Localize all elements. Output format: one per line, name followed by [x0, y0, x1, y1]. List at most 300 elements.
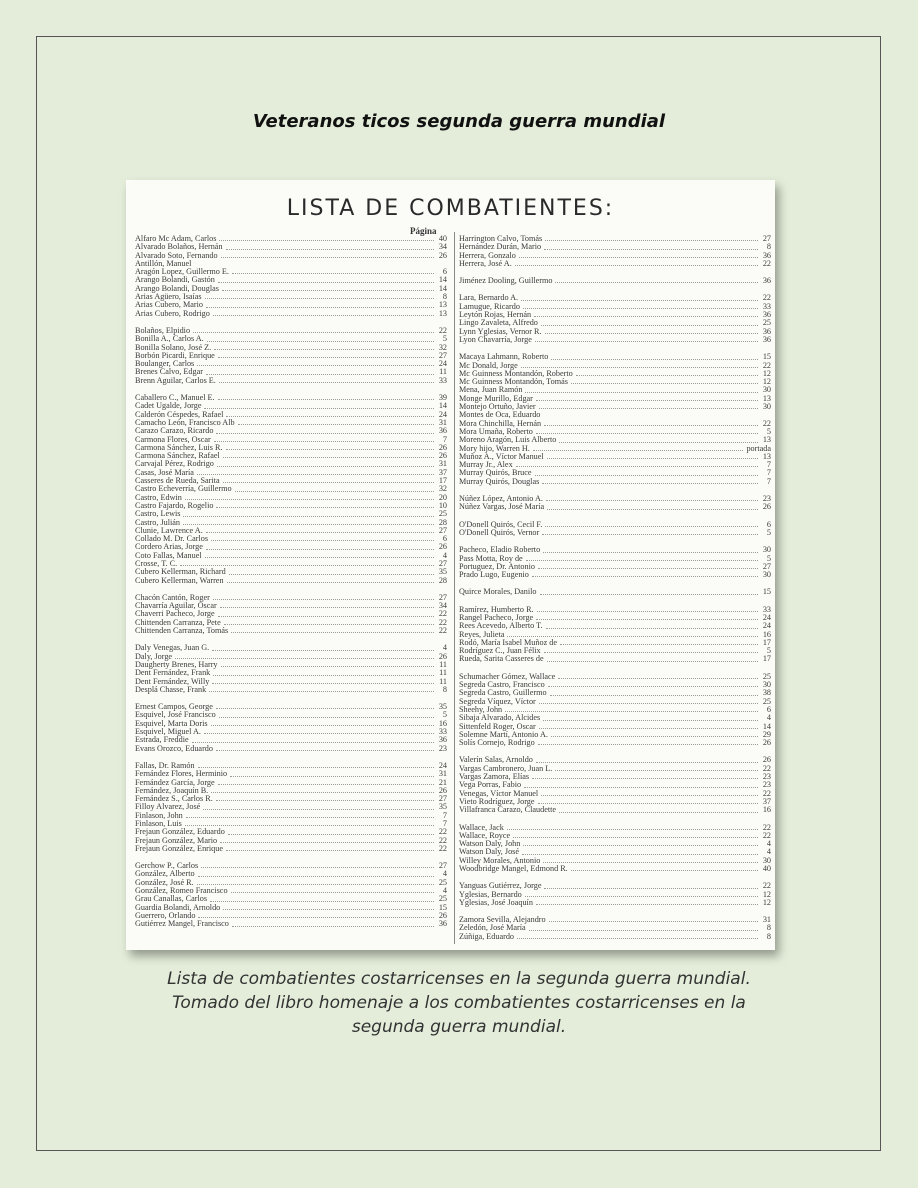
combatant-entry	[459, 328, 771, 336]
dot-leader	[206, 301, 434, 307]
combatant-name: Watson Daly, John	[459, 840, 521, 849]
combatant-entry	[135, 394, 447, 402]
dot-leader	[204, 728, 434, 734]
combatant-name: Castro Fajardo, Rogelio	[135, 501, 214, 510]
combatant-entry	[459, 461, 771, 469]
combatant-entry	[135, 787, 447, 795]
combatant-name: Yanguas Gutiérrez, Jorge	[459, 882, 542, 891]
combatant-name: Montes de Oca, Eduardo	[459, 411, 541, 420]
combatant-name: Cubero Kellerman, Richard	[135, 568, 226, 577]
dot-leader	[555, 765, 758, 771]
dot-leader	[217, 460, 434, 466]
dot-leader	[223, 904, 434, 910]
combatant-entry	[459, 714, 771, 722]
combatant-name: Reyes, Julieta	[459, 630, 505, 639]
combatant-entry	[135, 368, 447, 376]
dot-leader	[175, 653, 434, 659]
dot-leader	[206, 543, 434, 549]
page-number: 6	[766, 520, 771, 529]
combatant-name: Vargas Cambronero, Juan L.	[459, 764, 553, 773]
page-number: 34	[438, 602, 447, 611]
dot-leader	[536, 899, 758, 905]
combatant-entry	[459, 403, 771, 411]
combatant-name: Daugherty Brenes, Harry	[135, 660, 218, 669]
combatant-name: Cordero Arias, Jorge	[135, 543, 203, 552]
scanned-document	[126, 180, 775, 950]
page-number: 35	[438, 703, 447, 712]
dot-leader	[505, 706, 758, 712]
dot-leader	[571, 378, 758, 384]
dot-leader	[193, 327, 434, 333]
group-spacer	[135, 585, 447, 594]
dot-leader	[226, 411, 434, 417]
dot-leader	[218, 779, 434, 785]
combatant-name: Zamora Sevilla, Alejandro	[459, 916, 546, 925]
dot-leader	[540, 588, 758, 594]
dot-leader	[221, 661, 434, 667]
dot-leader	[213, 594, 434, 600]
group-spacer	[459, 907, 771, 916]
page-number: 13	[438, 309, 447, 318]
combatant-name: Daly Venegas, Juan G.	[135, 644, 210, 653]
combatant-name: González, Alberto	[135, 870, 195, 879]
dot-leader	[543, 714, 758, 720]
combatant-name: Harrington Calvo, Tomás	[459, 235, 543, 243]
combatant-entry	[459, 370, 771, 378]
page-number: 7	[442, 435, 447, 444]
dot-leader	[231, 887, 434, 893]
page-number: 33	[438, 728, 447, 737]
combatant-name: Herrera, José A.	[459, 259, 512, 268]
page-number: 8	[766, 243, 771, 252]
group-spacer	[135, 318, 447, 327]
dot-leader	[538, 563, 758, 569]
page-number: 25	[762, 697, 771, 706]
combatant-entry	[135, 779, 447, 787]
dot-leader	[542, 529, 758, 535]
dot-leader	[522, 848, 758, 854]
page-number: 22	[438, 326, 447, 335]
combatant-name: Segreda Castro, Guillermo	[459, 689, 547, 698]
dot-leader	[185, 494, 434, 500]
dot-leader	[546, 495, 758, 501]
page-number: 5	[442, 335, 447, 344]
dot-leader	[507, 631, 758, 637]
page-number: 14	[762, 722, 771, 731]
dot-leader	[197, 360, 434, 366]
dot-leader	[547, 655, 758, 661]
page-number: 30	[762, 403, 771, 412]
combatant-entry	[135, 711, 447, 719]
combatant-entry	[135, 535, 447, 543]
page-number: 7	[442, 811, 447, 820]
combatant-name: Arias Agüero, Isaías	[135, 293, 202, 302]
combatant-name: Carmona Sánchez, Rafael	[135, 452, 220, 461]
combatant-entry	[135, 862, 447, 870]
dot-leader	[507, 824, 758, 830]
page-number: 5	[766, 554, 771, 563]
page-number: 31	[762, 916, 771, 925]
combatant-name: Rodríguez C., Juan Félix	[459, 647, 541, 656]
combatant-name: Núñez López, Antonio A.	[459, 495, 543, 504]
dot-leader	[550, 689, 758, 695]
combatant-name: Yglesias, José Joaquín	[459, 898, 533, 907]
page-number: 31	[438, 418, 447, 427]
combatant-name: Vega Porras, Fabio	[459, 781, 522, 790]
group-spacer	[459, 815, 771, 824]
page-number: 22	[438, 618, 447, 627]
combatant-entry	[135, 419, 447, 427]
combatant-name: Zeledón, José María	[459, 924, 526, 933]
dot-leader	[544, 243, 758, 249]
page-heading: Veteranos ticos segunda guerra mundial	[252, 111, 666, 132]
dot-leader	[543, 546, 758, 552]
page-number: 4	[766, 840, 771, 849]
combatant-entry	[459, 395, 771, 403]
combatant-name: Alfaro Mc Adam, Carlos	[135, 235, 217, 243]
combatant-entry	[135, 552, 447, 560]
combatant-name: Dent Fernández, Willy	[135, 677, 210, 686]
page-number: 26	[438, 786, 447, 795]
dot-leader	[186, 812, 434, 818]
dot-leader	[207, 335, 434, 341]
combatant-name: Mc Guinness Montandón, Tomás	[459, 378, 568, 387]
combatant-name: Murray Jr., Alex	[459, 461, 513, 470]
page-number: 32	[438, 343, 447, 352]
page-number: 39	[438, 394, 447, 403]
combatant-entry	[459, 933, 771, 941]
page-number: 30	[762, 856, 771, 865]
combatant-name: Esquivel, Miguel A.	[135, 728, 201, 737]
page-number: 33	[762, 605, 771, 614]
combatant-entry	[135, 837, 447, 845]
combatant-name: Carvajal Pérez, Rodrigo	[135, 460, 214, 469]
combatant-name: Gutiérrez Mangel, Francisco	[135, 920, 229, 929]
combatant-name: Bonilla Solano, José Z.	[135, 343, 212, 352]
figure-caption	[0, 967, 918, 1039]
column-divider	[454, 232, 455, 944]
combatant-name: Leytón Rojas, Hernán	[459, 311, 532, 320]
page-number: 22	[762, 259, 771, 268]
page-number: 30	[762, 681, 771, 690]
page-number: 8	[442, 685, 447, 694]
dot-leader	[226, 444, 434, 450]
combatant-entry	[459, 453, 771, 461]
combatant-name: Chacón Cantón, Roger	[135, 593, 210, 602]
dot-leader	[536, 428, 758, 434]
page-number: 36	[762, 311, 771, 320]
page-number: 17	[762, 655, 771, 664]
page-number: 35	[438, 568, 447, 577]
combatant-name: Hernández Durán, Mario	[459, 243, 542, 252]
page-number	[761, 411, 771, 419]
page-number: 25	[762, 672, 771, 681]
page-number: 13	[762, 452, 771, 461]
combatant-entry	[135, 720, 447, 728]
dot-leader	[198, 870, 434, 876]
page-number: 37	[762, 797, 771, 806]
page-number: 26	[762, 739, 771, 748]
combatant-name: Monge Murillo, Edgar	[459, 394, 533, 403]
group-spacer	[459, 579, 771, 588]
combatant-name: González, Romeo Francisco	[135, 887, 228, 896]
page-number: 26	[438, 443, 447, 452]
page-number: 14	[438, 402, 447, 411]
page-number: 36	[762, 327, 771, 336]
page-number: 22	[762, 361, 771, 370]
dot-leader	[211, 720, 434, 726]
page-number: 22	[438, 828, 447, 837]
combatant-entry	[459, 478, 771, 486]
page-number: 23	[762, 773, 771, 782]
combatant-entry	[135, 460, 447, 468]
page-number: 11	[439, 669, 447, 678]
combatant-name: Filloy Alvarez, José	[135, 803, 201, 812]
page-number: 36	[438, 920, 447, 929]
combatant-entry	[135, 527, 447, 535]
combatant-entry	[135, 477, 447, 485]
combatant-entry	[459, 386, 771, 394]
dot-leader	[517, 933, 758, 939]
dot-leader	[534, 311, 758, 317]
page-number: 24	[438, 761, 447, 770]
combatant-entry	[459, 773, 771, 781]
combatant-entry	[459, 571, 771, 579]
dot-leader	[197, 469, 434, 475]
combatant-name: Carazo Carazo, Ricardo	[135, 427, 214, 436]
combatant-entry	[135, 560, 447, 568]
page-number: 4	[442, 870, 447, 879]
combatant-name: Yglesias, Bernardo	[459, 890, 522, 899]
group-spacer	[459, 268, 771, 277]
page-number: 14	[438, 284, 447, 293]
combatant-name: Alvarado Soto, Fernando	[135, 251, 218, 260]
combatant-entry	[459, 924, 771, 932]
combatant-entry	[459, 731, 771, 739]
dot-leader	[209, 686, 434, 692]
dot-leader	[524, 781, 758, 787]
page-number: 16	[762, 806, 771, 815]
dot-leader	[220, 602, 434, 608]
dot-leader	[541, 790, 758, 796]
dot-leader	[213, 669, 434, 675]
combatant-name: Vieto Rodríguez, Jorge	[459, 797, 535, 806]
combatant-entry	[459, 698, 771, 706]
combatant-entry	[459, 739, 771, 747]
page-number: 15	[762, 353, 771, 362]
page-number: 29	[762, 730, 771, 739]
combatant-entry	[135, 887, 447, 895]
combatant-entry	[459, 420, 771, 428]
combatant-entry	[135, 344, 447, 352]
combatant-entry	[459, 563, 771, 571]
combatant-entry	[459, 832, 771, 840]
page-number: 4	[442, 551, 447, 560]
page-number: 22	[762, 419, 771, 428]
combatant-entry	[459, 798, 771, 806]
combatant-entry	[459, 899, 771, 907]
dot-leader	[548, 681, 758, 687]
combatant-name: Cubero Kellerman, Warren	[135, 576, 224, 585]
page-number: 12	[762, 369, 771, 378]
combatant-entry	[135, 402, 447, 410]
dot-leader	[211, 535, 434, 541]
page-number: 33	[438, 376, 447, 385]
combatant-entry	[135, 728, 447, 736]
dot-leader	[203, 803, 434, 809]
group-spacer	[135, 694, 447, 703]
dot-leader	[183, 510, 434, 516]
combatant-entry	[135, 812, 447, 820]
page-number: 25	[438, 878, 447, 887]
combatant-name: Watson Daly, José	[459, 848, 519, 857]
page-number: 7	[766, 477, 771, 486]
combatant-entry	[135, 377, 447, 385]
dot-leader	[206, 368, 434, 374]
combatant-entry	[135, 360, 447, 368]
dot-leader	[216, 502, 434, 508]
page-number: 26	[438, 652, 447, 661]
combatant-entry	[459, 503, 771, 511]
combatant-entry	[459, 252, 771, 260]
dot-leader	[516, 461, 758, 467]
page-number: 12	[762, 890, 771, 899]
combatant-name: Fernández S., Carlos R.	[135, 795, 213, 804]
page-number	[437, 260, 447, 268]
page-number: 23	[762, 781, 771, 790]
combatant-entry	[459, 631, 771, 639]
combatant-name: Bolaños, Elpidio	[135, 326, 191, 335]
combatant-entry	[135, 895, 447, 903]
dot-leader	[525, 891, 758, 897]
combatant-entry	[135, 335, 447, 343]
group-spacer	[459, 344, 771, 353]
dot-leader	[238, 419, 434, 425]
combatant-name: Sibaja Alvarado, Alcides	[459, 714, 541, 723]
dot-leader	[559, 436, 758, 442]
combatant-entry	[459, 882, 771, 890]
dot-leader	[547, 503, 758, 509]
combatant-entry	[459, 411, 771, 419]
combatant-name: Mc Guinness Montandón, Roberto	[459, 369, 573, 378]
dot-leader	[539, 723, 758, 729]
combatant-name: Castro Echeverría, Guillermo	[135, 485, 232, 494]
page-number: 27	[438, 526, 447, 535]
combatant-name: Frejaun González, Mario	[135, 836, 218, 845]
combatant-name: Arango Bolandi, Douglas	[135, 284, 219, 293]
combatant-entry	[459, 436, 771, 444]
combatant-name: Lamugue, Ricardo	[459, 302, 520, 311]
combatant-name: Mena, Juan Ramón	[459, 386, 523, 395]
page-number: 4	[442, 644, 447, 653]
dot-leader	[220, 837, 434, 843]
dot-leader	[197, 879, 434, 885]
page-number: 17	[762, 638, 771, 647]
dot-leader	[229, 568, 434, 574]
combatant-entry	[459, 673, 771, 681]
page-number: 17	[438, 477, 447, 486]
combatant-entry	[135, 703, 447, 711]
combatant-entry	[135, 543, 447, 551]
dot-leader	[543, 857, 758, 863]
combatant-name: Villafranca Carazo, Claudette	[459, 806, 557, 815]
dot-leader	[555, 277, 758, 283]
combatant-entry	[459, 336, 771, 344]
combatant-name: Guerrero, Orlando	[135, 911, 196, 920]
combatant-entry	[135, 568, 447, 576]
combatant-entry	[459, 445, 771, 453]
dot-leader	[521, 294, 758, 300]
combatant-name: Desplá Chasse, Frank	[135, 685, 207, 694]
combatant-entry	[135, 912, 447, 920]
dot-leader	[221, 252, 434, 258]
combatant-entry	[135, 327, 447, 335]
combatant-name: González, José R.	[135, 878, 194, 887]
dot-leader	[205, 293, 434, 299]
combatant-name: Segreda Víquez, Víctor	[459, 697, 536, 706]
combatant-entry	[459, 362, 771, 370]
page-number: 12	[762, 898, 771, 907]
page-number: 32	[438, 485, 447, 494]
combatant-entry	[459, 588, 771, 596]
combatant-entry	[135, 502, 447, 510]
dot-leader	[211, 787, 434, 793]
combatant-name: Cadet Ugalde, Jorge	[135, 402, 202, 411]
page-number: 22	[762, 823, 771, 832]
combatant-name: Alvarado Bolaños, Hernán	[135, 243, 223, 252]
dot-leader	[542, 478, 758, 484]
page-number: 40	[762, 865, 771, 873]
dot-leader	[536, 756, 758, 762]
combatant-entry	[459, 756, 771, 764]
dot-leader	[536, 614, 758, 620]
combatant-name: Antillón, Manuel	[135, 259, 192, 268]
combatant-entry	[135, 594, 447, 602]
combatant-entry	[459, 495, 771, 503]
combatant-entry	[135, 678, 447, 686]
combatant-name: Bonilla A., Carlos A.	[135, 335, 204, 344]
dot-leader	[549, 916, 758, 922]
document-title: LISTA DE COMBATIENTES:	[286, 196, 615, 221]
combatant-entry	[459, 723, 771, 731]
combatant-name: Rodó, María Isabel Muñoz de	[459, 638, 557, 647]
page-number: 11	[439, 368, 447, 377]
combatant-entry	[135, 494, 447, 502]
dot-leader	[539, 403, 758, 409]
dot-leader	[198, 762, 434, 768]
combatant-name: Willey Morales, Antonio	[459, 856, 541, 865]
page-number: 11	[439, 660, 447, 669]
dot-leader	[525, 386, 758, 392]
page-number: 22	[762, 831, 771, 840]
combatant-entry	[459, 689, 771, 697]
combatant-name: Pass Motta, Roy de	[459, 554, 523, 563]
combatant-entry	[459, 353, 771, 361]
page-number: 20	[438, 493, 447, 502]
page-number: 33	[762, 302, 771, 311]
page-number: 6	[442, 268, 447, 277]
group-spacer	[459, 285, 771, 294]
page-number: 16	[762, 630, 771, 639]
dot-leader	[219, 377, 434, 383]
combatant-entry	[135, 795, 447, 803]
combatant-entry	[459, 614, 771, 622]
dot-leader	[214, 344, 434, 350]
page-number: 23	[438, 744, 447, 753]
dot-leader	[232, 268, 434, 274]
combatant-entry	[459, 639, 771, 647]
combatant-entry	[135, 519, 447, 527]
